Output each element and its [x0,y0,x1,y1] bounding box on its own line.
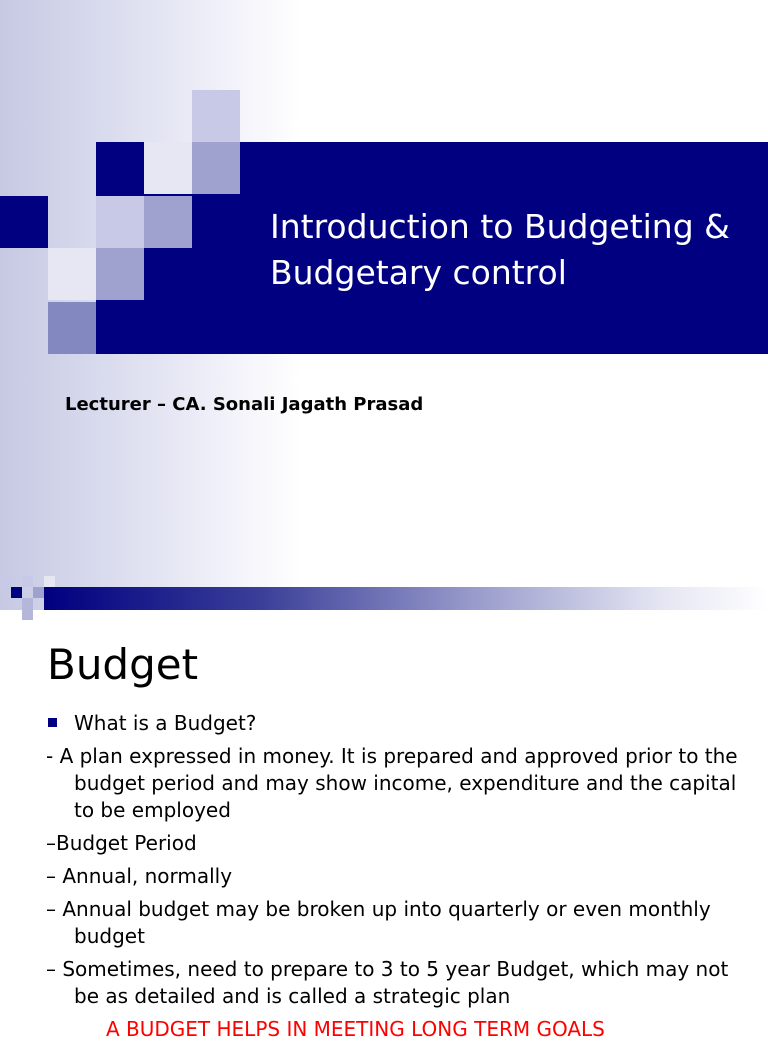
body-paragraph: – Annual, normally [46,864,233,888]
slide-title-line-2: Budgetary control [270,253,567,292]
footer-decor-square [33,587,44,598]
body-paragraph: - A plan expressed in money. It is prepared and approved prior to the budget period and may show income, expenditure and the capital to be employed [46,744,738,822]
footer-decor-square [44,576,55,587]
decor-square [48,302,96,354]
decor-square [192,142,240,194]
decor-square [48,248,96,300]
decor-square [144,142,192,194]
budget-slide-body [46,710,746,1043]
decor-square [96,248,144,300]
title-band-left-block [0,196,48,248]
footer-decor-square [11,587,22,598]
decor-square [192,90,240,142]
bullet-text: What is a Budget? [74,711,257,735]
body-paragraph: – Annual budget may be broken up into quarterly or even monthly budget [46,897,711,948]
footer-decor-square [0,576,11,587]
decor-square [96,196,144,248]
body-paragraph: – Sometimes, need to prepare to 3 to 5 year Budget, which may not be as detailed and is called a strategic plan [46,957,729,1008]
highlighted-statement: A BUDGET HELPS IN MEETING LONG TERM GOALS [106,1017,605,1041]
budget-slide [0,622,768,1041]
slide-title-line-1: Introduction to Budgeting & [270,207,730,246]
footer-decor-square [22,598,33,609]
budget-slide-title: Budget [47,640,199,689]
body-paragraph: –Budget Period [46,831,197,855]
bullet-item [46,710,746,737]
square-bullet-icon [48,718,57,727]
footer-decor-square [22,609,33,620]
footer-gradient-bar [44,587,768,610]
decor-square [144,196,192,248]
footer-decor-square [22,576,33,587]
slide-title [270,204,760,296]
lecturer-credit: Lecturer – CA. Sonali Jagath Prasad [65,394,424,415]
